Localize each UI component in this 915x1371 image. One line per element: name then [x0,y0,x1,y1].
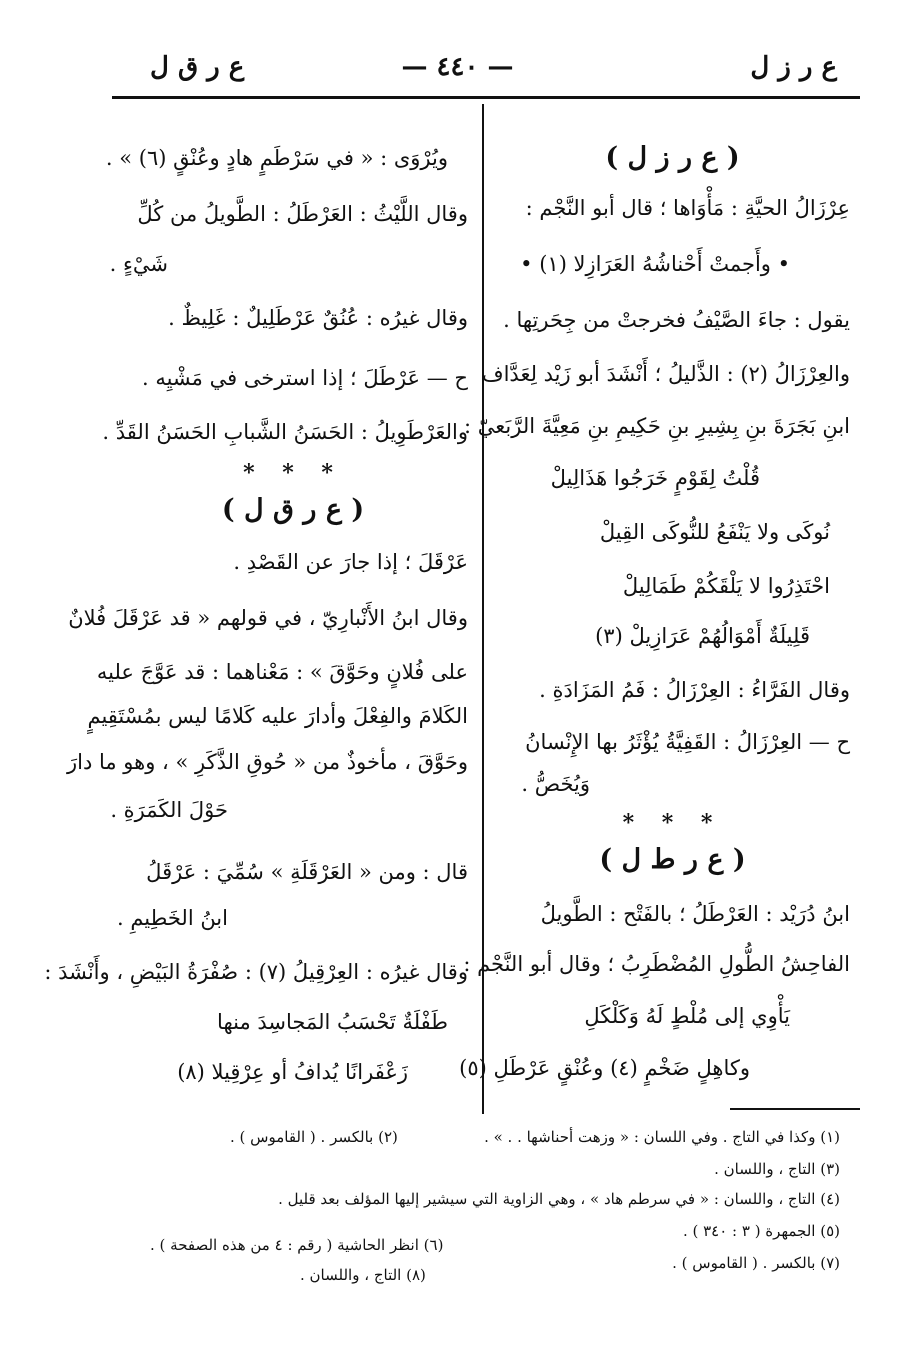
text-line: وقال اللَّيْثُ : العَرْطَلُ : الطَّويلُ من كُلِّ [137,202,468,226]
verse-line: زَعْفَرانًا يُدافُ أو عِرْقِيلا (٨) [177,1060,408,1084]
footnote-3: (٣) التاج ، واللسان . [714,1160,840,1178]
text-line: شَيْءٍ . [109,252,168,276]
footnote-6: (٦) انظر الحاشية ( رقم : ٤ من هذه الصفحة ) . [150,1236,444,1254]
text-line: والعَرْطَوِيلُ : الحَسَنُ الشَّبابِ الحَسَنُ القَدِّ . [102,420,468,444]
header-left-title: ع ر ق ل [150,52,245,82]
text-line: وقال ابنُ الأَنْبارِيّ ، في قولهم « قد عَرْقَلَ فُلانٌ [68,606,468,630]
text-line: يقول : جاءَ الصَّيْفُ فخرجتْ من جِحَرتِها . [503,308,850,332]
entry-heading-arzal: ( ع ر ز ل ) [605,142,740,173]
text-line: والعِرْزَالُ (٢) : الذَّليلُ ؛ أَنْشَدَ أبو زَيْد لِعَدَّاف [481,362,850,386]
verse-line: احْتَذِرُوا لا يَلْقَكُمْ طَمَالِيلْ [622,574,830,598]
verse-line: نُوكَى ولا يَنْفَعُ للنُّوكَى القِيلْ [599,520,830,544]
section-separator: * * * [243,460,343,486]
text-line: الكَلامَ والفِعْلَ وأدارَ عليه كَلامًا ليس بمُسْتَقِيمٍ [87,704,468,728]
header-right-title: ع ر ز ل [750,52,837,82]
text-line: عِرْزَالُ الحيَّةِ : مَأْوَاها ؛ قال أبو النَّجْم : [525,196,850,220]
text-line: قال : ومن « العَرْقَلَةِ » سُمِّيَ : عَرْقَلُ [146,860,468,884]
verse-line: طَفْلَةٌ تَحْسَبُ المَجاسِدَ منها [217,1010,448,1034]
text-line: الفاحِشُ الطُّولِ المُضْطَرِبُ ؛ وقال أبو النَّجْم : [463,952,850,976]
text-line: ح — العِرْزَالُ : القَفِيَّةُ يُؤْثَرُ بها الإِنْسانُ [525,730,850,754]
page-number: — ٤٤٠ — [401,52,514,82]
header-rule [112,96,860,99]
text-line: وقال غيرُه : العِرْقِيلُ (٧) : صُفْرَةُ البَيْضِ ، وأَنْشَدَ : [44,960,468,984]
footnote-1: (١) وكذا في التاج . وفي اللسان : « وزهت أحناشها . . » . [484,1128,840,1146]
footnote-7: (٧) بالكسر . ( القاموس ) . [672,1254,840,1272]
footnote-2: (٢) بالكسر . ( القاموس ) . [230,1128,398,1146]
verse-line: وكاهِلٍ ضَخْمٍ (٤) وعُنْقٍ عَرْطَلِ (٥) [459,1056,750,1080]
footnote-4: (٤) التاج ، واللسان : « في سرطم هاد » ، وهي الزاوية التي سيشير إليها المؤلف بعد قليل . [278,1190,840,1208]
footnote-8: (٨) التاج ، واللسان . [300,1266,426,1284]
footnote-5: (٥) الجمهرة ( ٣ : ٣٤٠ ) . [682,1222,840,1240]
verse-line: قَلِيلَةٌ أَمْوَالُهُمْ عَرَازِيلْ (٣) [595,624,810,648]
text-line: ح — عَرْطَلَ ؛ إذا استرخى في مَشْيِه . [141,366,468,390]
verse-line: قُلْتُ لِقَوْمٍ خَرَجُوا هَذَالِيلْ [550,466,760,490]
section-separator: * * * [622,810,723,836]
entry-heading-artal: ( ع ر ط ل ) [599,844,746,875]
text-line: على فُلانٍ وحَوَّقَ » : مَعْناهما : قد عَوَّجَ عليه [96,660,468,684]
text-line: وحَوَّقَ ، مأخوذٌ من « حُوقِ الذَّكَرِ » ، وهو ما دارَ [66,750,468,774]
text-line: حَوْلَ الكَمَرَةِ . [110,798,228,822]
footnote-rule [730,1108,860,1110]
text-line: ابنُ الخَطِيمِ . [116,906,228,930]
text-line: ابنُ دُرَيْد : العَرْطَلُ ؛ بالفَتْح : الطَّويلُ [540,902,850,926]
verse-line: يَأْوِي إلى مُلْطٍ لَهُ وَكَلْكَلِ [584,1004,790,1028]
text-line: عَرْقَلَ ؛ إذا جارَ عن القَصْدِ . [233,550,468,574]
text-line: وقال الفَرَّاءُ : العِرْزَالُ : فَمُ المَزَادَةِ . [539,678,850,702]
entry-heading-arqal: ( ع ر ق ل ) [221,494,365,525]
text-line: ابنِ بَجَرَةَ بنِ بِشِيرِ بنِ حَكِيمِ بنِ مَعِيَّةَ الرَّبَعيّ : [464,414,850,438]
verse-line: • وأَجمتْ أَحْناشُهُ العَرَازِلا (١) • [520,252,790,276]
text-line: وَيُخَصُّ . [521,772,590,796]
text-line: وقال غيرُه : عُنُقٌ عَرْطَلِيلٌ : غَلِيظٌ . [168,306,468,330]
text-line: ويُرْوَى : « في سَرْطَمٍ هادٍ وعُنْقٍ (٦) » . [105,146,448,170]
